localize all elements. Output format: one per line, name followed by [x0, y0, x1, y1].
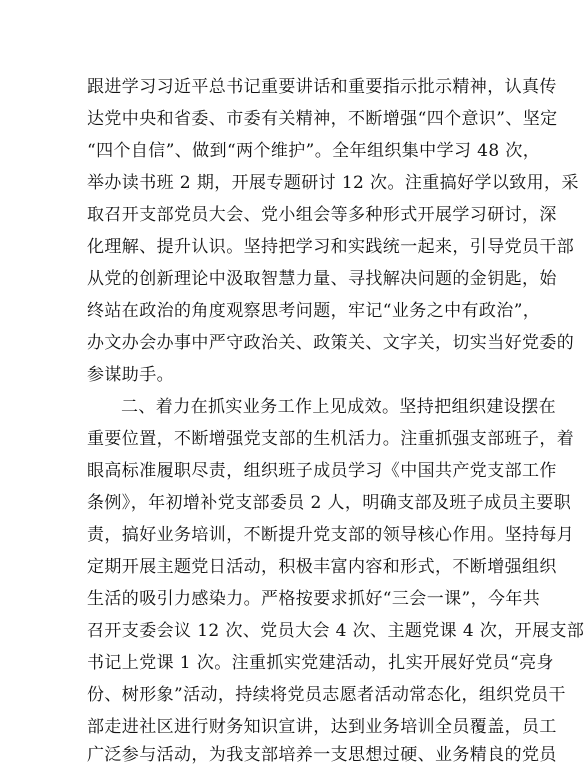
text-line: 眼高标准履职尽责，组织班子成员学习《中国共产党支部工作 — [87, 461, 557, 481]
text-line: 终站在政治的角度观察思考问题，牢记“业务之中有政治”， — [87, 301, 541, 321]
text-line: 定期开展主题党日活动，积极丰富内容和形式，不断增强组织 — [87, 557, 557, 577]
text-line: 份、树形象”活动，持续将党员志愿者活动常态化，组织党员干 — [87, 685, 566, 705]
text-line: 部走进社区进行财务知识宣讲，达到业务培训全员覆盖，员工 — [87, 717, 557, 737]
text-line: 参谋助手。 — [87, 365, 174, 385]
text-line: 举办读书班 2 期，开展专题研讨 12 次。注重搞好学以致用，采 — [87, 173, 579, 193]
text-line: 重要位置，不断增强党支部的生机活力。注重抓强支部班子，着 — [87, 429, 575, 449]
text-line: 召开支委会议 12 次、党员大会 4 次、主题党课 4 次，开展支部 — [87, 621, 585, 641]
text-line: 化理解、提升认识。坚持把学习和实践统一起来，引导党员干部 — [87, 237, 575, 257]
text-line: 书记上党课 1 次。注重抓实党建活动，扎实开展好党员“亮身 — [87, 653, 554, 673]
text-line: 跟进学习习近平总书记重要讲话和重要指示批示精神，认真传 — [87, 77, 557, 97]
text-line: 达党中央和省委、市委有关精神，不断增强“四个意识”、坚定 — [87, 109, 558, 129]
section-heading-line: 二、着力在抓实业务工作上见成效。坚持把组织建设摆在 — [121, 397, 556, 417]
text-line: 广泛参与活动，为我支部培养一支思想过硬、业务精良的党员 — [87, 745, 557, 765]
text-line: 责，搞好业务培训，不断提升党支部的领导核心作用。坚持每月 — [87, 525, 575, 545]
text-line: 条例》，年初增补党支部委员 2 人，明确支部及班子成员主要职 — [87, 493, 572, 513]
text-line: 办文办会办事中严守政治关、政策关、文字关，切实当好党委的 — [87, 333, 575, 353]
text-line: 从党的创新理论中汲取智慧力量、寻找解决问题的金钥匙，始 — [87, 269, 557, 289]
text-line: 取召开支部党员大会、党小组会等多种形式开展学习研讨，深 — [87, 205, 557, 225]
text-line: “四个自信”、做到“两个维护”。全年组织集中学习 48 次， — [87, 141, 541, 161]
text-line: 生活的吸引力感染力。严格按要求抓好“三会一课”，今年共 — [87, 589, 541, 609]
